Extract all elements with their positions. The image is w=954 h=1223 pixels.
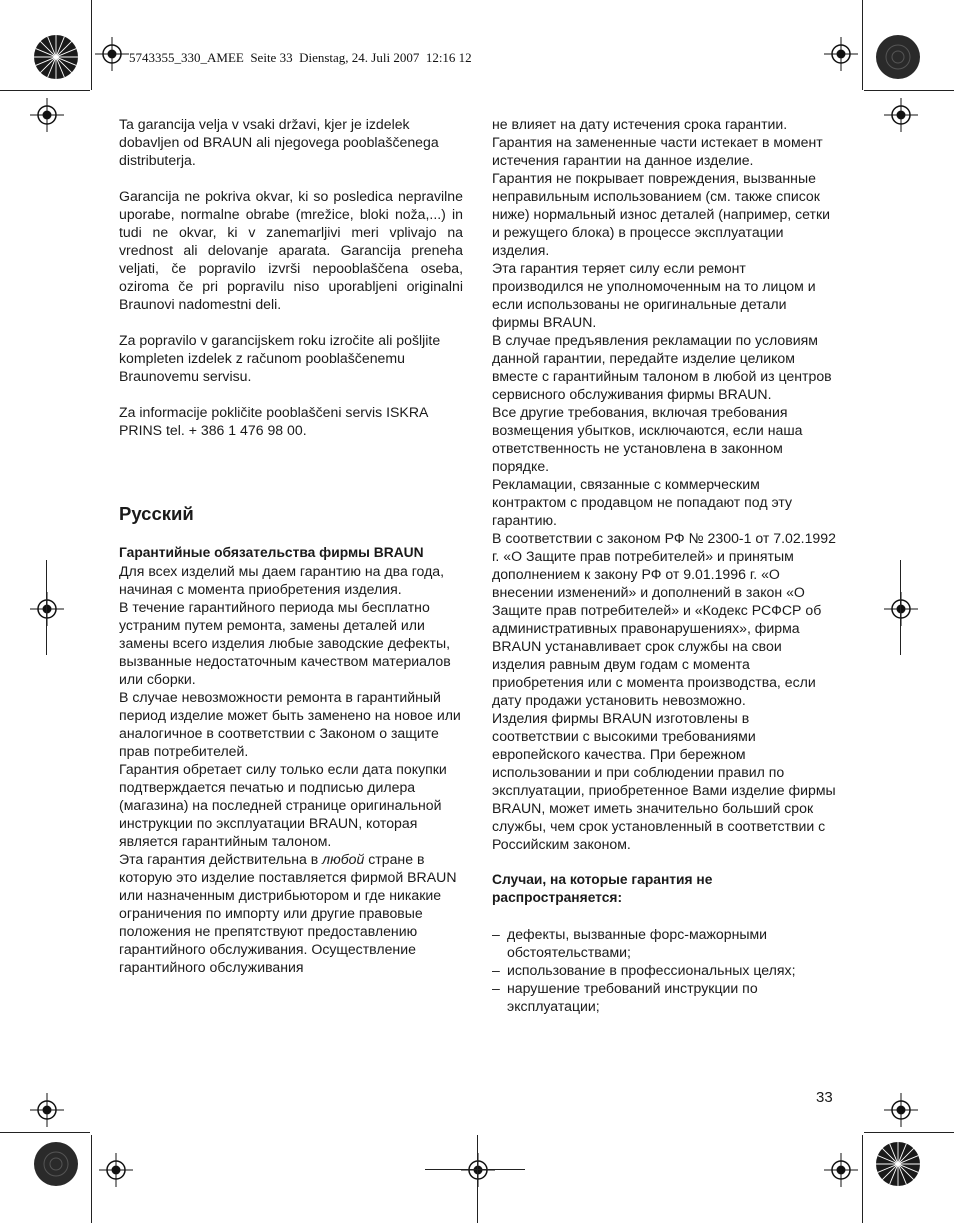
paragraph: Изделия фирмы BRAUN изготовлены в соответствии с высокими требованиями европейского качества. При бережном использовании и при соблюдении правил по эксплуатации, приобретенное Вами изделие фирмы BRAUN, может иметь значительно больший срок службы, чем срок установленный в соответствии с Российским законом. <box>492 710 836 852</box>
crop-line <box>91 0 92 90</box>
paragraph: Za informacije pokličite pooblaščeni servis ISKRA PRINS tel. + 386 1 476 98 00. <box>119 404 428 438</box>
registration-crosshair-icon <box>95 37 129 76</box>
crop-line <box>91 1135 92 1223</box>
crop-line <box>862 1135 863 1223</box>
crop-line <box>0 90 90 91</box>
subheading: Гарантийные обязательства фирмы BRAUN <box>119 545 424 560</box>
starburst-icon <box>32 33 80 86</box>
crop-line <box>477 1135 478 1223</box>
crop-line <box>46 560 47 655</box>
left-column <box>119 115 463 976</box>
registration-crosshair-icon <box>30 1093 64 1132</box>
paragraph: Гарантия не покрывает повреждения, вызванные неправильным использованием (см. также список ниже) нормальный износ деталей (например, сетки и режущего блока) в процессе эксплуатации изделия. <box>492 170 831 258</box>
crop-line <box>864 1132 954 1133</box>
subheading: Случаи, на которые гарантия не распространяется: <box>492 872 713 905</box>
registration-crosshair-icon <box>884 592 918 631</box>
paragraph: В случае предъявления рекламации по условиям данной гарантии, передайте изделие целиком вместе с гарантийным талоном в любой из центров сервисного обслуживания фирмы BRAUN. <box>492 332 832 402</box>
emphasized-word: любой <box>322 851 365 867</box>
registration-crosshair-icon <box>884 98 918 137</box>
registration-crosshair-icon <box>824 1153 858 1192</box>
paragraph: В соответствии с законом РФ № 2300-1 от 7.02.1992 г. «О Защите прав потребителей» и принятым дополнением к закону РФ от 9.01.1996 г. «О внесении изменений» и дополнений в закон «О Защите прав потребителей» и «Кодекс РСФСР об административных правонарушениях», фирма BRAUN устанавливает срок службы на свои изделия равным двум годам с момента приобретения или с момента производства, если дату продажи установить невозможно. <box>492 530 836 708</box>
list-item: – дефекты, вызванные форс-мажорными обстоятельствами; <box>492 926 768 960</box>
list-item: – нарушение требований инструкции по эксплуатации; <box>492 980 758 1014</box>
paragraph: Ta garancija velja v vsaki državi, kjer je izdelek dobavljen od BRAUN ali njegovega pooblaščenega distributerja. <box>119 116 439 168</box>
registration-crosshair-icon <box>99 1153 133 1192</box>
crop-line <box>900 560 901 655</box>
paragraph: Za popravilo v garancijskem roku izročite ali pošljite kompleten izdelek z računom pooblaščenemu Braunovemu servisu. <box>119 332 441 384</box>
crop-line <box>864 90 954 91</box>
paragraph: Эта гарантия теряет силу если ремонт производился не уполномоченным на то лицом и если использованы не оригинальные детали фирмы BRAUN. <box>492 260 816 330</box>
paragraph: Рекламации, связанные с коммерческим контрактом с продавцом не попадают под эту гарантию. <box>492 476 793 528</box>
paragraph: Garancija ne pokriva okvar, ki so posledica nepravilne uporabe, normalne obrabe (mrežice, bloki noža,...) in tudi ne okvar, ki v zanemarljivi meri vplivajo na vrednost ali delovanje aparata. Garancija preneha veljati, če popravilo izvrši nepooblaščena oseba, oziroma če pri popravilu niso uporabljeni originalni Braunovi nadomestni deli. <box>119 188 463 312</box>
paragraph: Все другие требования, включая требования возмещения убытков, исключаются, если наша ответственность не установлена в законном порядке. <box>492 404 803 474</box>
paragraph: не влияет на дату истечения срока гарантии. Гарантия на замененные части истекает в момент истечения гарантии на данное изделие. <box>492 116 823 168</box>
paragraph: Гарантия обретает силу только если дата покупки подтверждается печатью и подписью дилера (магазина) на последней странице оригинальной инструкции по эксплуатации BRAUN, которая является гарантийным талоном. <box>119 761 447 849</box>
crop-line <box>862 0 863 90</box>
page-number: 33 <box>816 1089 833 1106</box>
starburst-icon <box>32 1140 80 1193</box>
registration-crosshair-icon <box>884 1093 918 1132</box>
list-item-text: нарушение требований инструкции по эксплуатации; <box>507 980 758 1014</box>
crop-line <box>0 1132 90 1133</box>
section-title: Русский <box>119 503 194 524</box>
right-column <box>492 115 837 1015</box>
exclusions-list <box>492 925 837 1015</box>
paragraph <box>119 850 463 976</box>
paragraph: В случае невозможности ремонта в гарантийный период изделие может быть заменено на новое или аналогичное в соответствии с Законом о защите прав потребителей. <box>119 689 461 759</box>
paragraph: Для всех изделий мы даем гарантию на два года, начиная с момента приобретения изделия. <box>119 563 445 597</box>
print-header: 5743355_330_AMEE Seite 33 Dienstag, 24. Juli 2007 12:16 12 <box>129 50 472 65</box>
list-item-text: использование в профессиональных целях; <box>507 962 796 978</box>
registration-crosshair-icon <box>824 37 858 76</box>
list-item: – использование в профессиональных целях; <box>492 962 796 978</box>
text-run: стране в которую это изделие поставляется фирмой BRAUN или назначенным дистрибьютором и где никакие ограничения по импорту или другие правовые положения не препятствуют предоставлению гарантийного обслуживания. Осуществление гарантийного обслуживания <box>119 851 457 975</box>
text-run: Эта гарантия действительна в <box>119 851 323 867</box>
paragraph: В течение гарантийного периода мы бесплатно устраним путем ремонта, замены деталей или замены всего изделия любые заводские дефекты, вызванные недостаточным качеством материалов или сборки. <box>119 599 451 687</box>
registration-crosshair-icon <box>30 98 64 137</box>
list-item-text: дефекты, вызванные форс-мажорными обстоятельствами; <box>507 926 768 960</box>
crop-line <box>425 1169 525 1170</box>
registration-crosshair-icon <box>30 592 64 631</box>
starburst-icon <box>874 33 922 86</box>
registration-crosshair-icon <box>461 1153 495 1192</box>
starburst-icon <box>874 1140 922 1193</box>
